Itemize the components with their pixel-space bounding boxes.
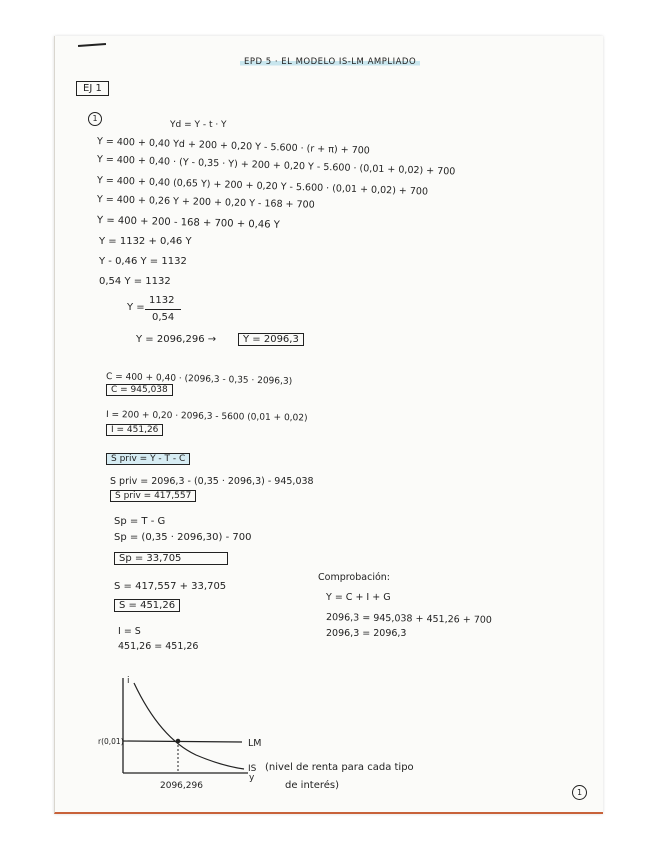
total-saving-boxed: S = 451,26 (114, 599, 180, 612)
is-note: (nivel de renta para cada tipo (265, 762, 414, 773)
public-saving-definition: Sp = T - G (114, 516, 166, 527)
check-line: 2096,3 = 945,038 + 451,26 + 700 (325, 612, 492, 626)
check-line: 2096,3 = 2096,3 (326, 628, 407, 639)
y-axis-label: i (127, 676, 130, 686)
fraction-lhs: Y = (127, 302, 145, 313)
equation-line: Y = 400 + 0,40 (0,65 Y) + 200 + 0,20 Y - 5.600 · (0,01 + 0,02) + 700 (96, 175, 429, 198)
equation-line: Y = 1132 + 0,46 Y (99, 236, 192, 247)
equation-line: Y = 400 + 200 - 168 + 700 + 0,46 Y (96, 215, 281, 231)
exercise-label: EJ 1 (76, 81, 109, 96)
page-header: EPD 5 · EL MODELO IS-LM AMPLIADO (240, 57, 420, 67)
equilibrium-point (176, 739, 181, 744)
equation-line: 0,54 Y = 1132 (99, 276, 171, 287)
lm-line (123, 741, 242, 742)
investment-boxed: I = 451,26 (106, 424, 163, 436)
total-saving-calc: S = 417,557 + 33,705 (114, 581, 227, 592)
private-saving-calc: S priv = 2096,3 - (0,35 · 2096,3) - 945,038 (110, 476, 314, 487)
check-title: Comprobación: (318, 572, 390, 583)
yd-definition: Yd = Y - t · Y (170, 120, 227, 130)
is-label: IS (248, 764, 257, 774)
part-number: 1 (88, 112, 102, 126)
y-result: Y = 2096,296 → (136, 334, 217, 345)
lm-label: LM (248, 738, 262, 749)
private-saving-boxed: S priv = 417,557 (110, 490, 196, 502)
fraction-denominator: 0,54 (152, 312, 175, 323)
consumption-line: C = 400 + 0,40 · (2096,3 - 0,35 · 2096,3) (105, 372, 293, 387)
check-line: Y = C + I + G (326, 592, 391, 603)
equilibrium-condition: I = S (118, 626, 141, 637)
equation-line: Y = 400 + 0,40 Yd + 200 + 0,20 Y - 5.600 · (r + π) + 700 (96, 136, 370, 157)
equation-line: Y - 0,46 Y = 1132 (99, 256, 187, 267)
page-number: 1 (572, 785, 587, 800)
equilibrium-check: 451,26 = 451,26 (118, 641, 199, 652)
x-axis-label: y (249, 773, 255, 783)
consumption-boxed: C = 945,038 (106, 384, 173, 396)
interest-rate-label: r(0,01) (98, 737, 124, 746)
equation-line: Y = 400 + 0,26 Y + 200 + 0,20 Y - 168 + 700 (96, 194, 315, 211)
income-value-label: 2096,296 (160, 781, 203, 791)
is-curve (134, 683, 244, 769)
private-saving-definition: S priv = Y - T - C (106, 453, 190, 465)
equation-line: Y = 400 + 0,40 · (Y - 0,35 · Y) + 200 + 0,20 Y - 5.600 · (0,01 + 0,02) + 700 (96, 154, 456, 178)
y-boxed-result: Y = 2096,3 (238, 333, 304, 346)
is-note: de interés) (285, 780, 340, 791)
public-saving-calc: Sp = (0,35 · 2096,30) - 700 (114, 532, 252, 543)
public-saving-boxed: Sp = 33,705 (114, 552, 228, 565)
fraction-numerator: 1132 (149, 295, 175, 306)
investment-line: I = 200 + 0,20 · 2096,3 - 5600 (0,01 + 0,02) (105, 410, 308, 424)
